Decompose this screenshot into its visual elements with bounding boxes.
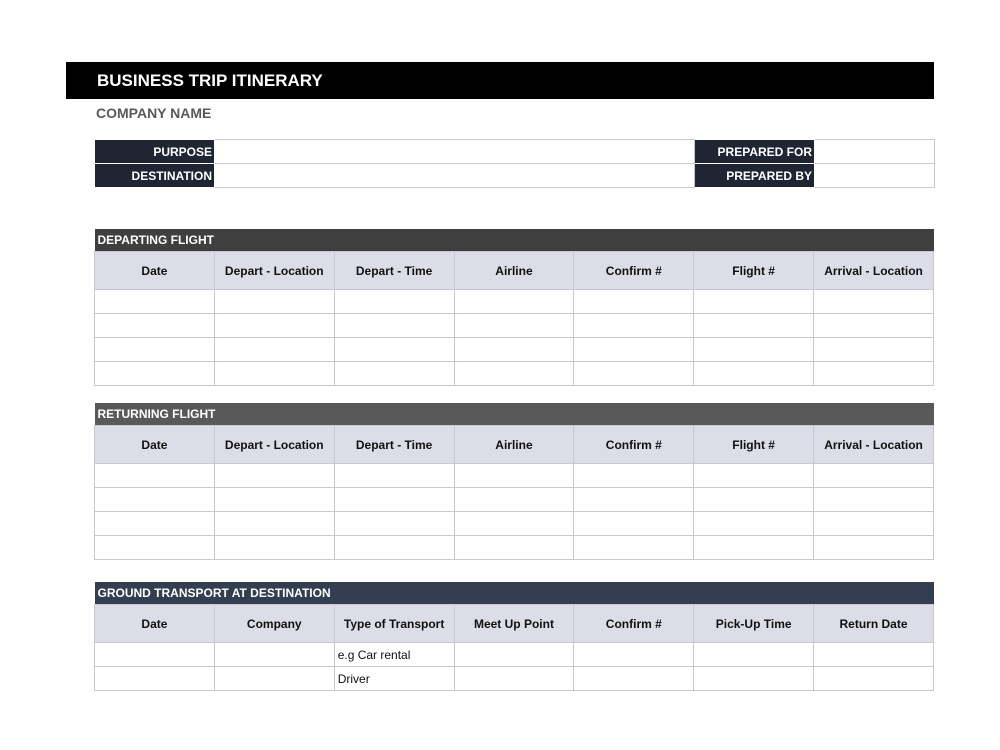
table-cell[interactable] [214,464,334,488]
table-row [95,488,934,512]
document-title: BUSINESS TRIP ITINERARY [66,62,934,99]
table-cell[interactable] [454,314,574,338]
table-cell[interactable] [574,536,694,560]
table-cell[interactable] [814,643,934,667]
table-cell[interactable] [214,290,334,314]
table-cell[interactable] [574,362,694,386]
col-date: Date [95,426,215,464]
table-cell[interactable] [814,338,934,362]
table-cell[interactable] [694,643,814,667]
table-row [95,667,934,691]
section-header [95,229,934,252]
table-cell[interactable] [95,362,215,386]
table-cell[interactable] [454,290,574,314]
table-cell[interactable] [334,512,454,536]
ground-transport-table [94,582,934,691]
departing-flight-title: DEPARTING FLIGHT [95,229,934,252]
table-cell[interactable] [95,464,215,488]
table-cell[interactable] [814,290,934,314]
purpose-field[interactable] [215,140,695,164]
col-confirm: Confirm # [574,605,694,643]
table-cell[interactable] [694,667,814,691]
table-row [95,464,934,488]
table-cell[interactable] [334,290,454,314]
column-header-row [95,605,934,643]
table-cell[interactable] [214,667,334,691]
table-cell[interactable] [454,362,574,386]
col-arrival-location: Arrival - Location [814,426,934,464]
table-row [95,338,934,362]
table-cell[interactable] [95,338,215,362]
table-cell[interactable] [574,512,694,536]
table-cell[interactable] [814,488,934,512]
col-confirm: Confirm # [574,252,694,290]
table-cell[interactable] [454,536,574,560]
section-header [95,582,934,605]
table-row [95,314,934,338]
col-depart-location: Depart - Location [214,252,334,290]
table-cell[interactable] [694,290,814,314]
purpose-label: PURPOSE [95,140,215,164]
table-row [95,362,934,386]
table-cell[interactable] [214,362,334,386]
col-depart-location: Depart - Location [214,426,334,464]
table-row [95,512,934,536]
col-flight: Flight # [694,426,814,464]
table-cell[interactable] [95,512,215,536]
col-confirm: Confirm # [574,426,694,464]
table-cell[interactable] [574,338,694,362]
table-cell[interactable] [574,667,694,691]
table-cell[interactable] [694,338,814,362]
prepared-by-label: PREPARED BY [695,164,815,188]
table-cell[interactable] [694,536,814,560]
col-pick-up-time: Pick-Up Time [694,605,814,643]
table-cell[interactable] [694,464,814,488]
table-cell[interactable] [814,464,934,488]
table-cell[interactable] [334,464,454,488]
departing-flight-table [94,229,934,386]
table-cell[interactable] [814,536,934,560]
table-cell[interactable]: Driver [334,667,454,691]
col-depart-time: Depart - Time [334,426,454,464]
col-arrival-location: Arrival - Location [814,252,934,290]
col-airline: Airline [454,426,574,464]
col-type-of-transport: Type of Transport [334,605,454,643]
table-cell[interactable] [814,362,934,386]
table-cell[interactable] [454,667,574,691]
col-return-date: Return Date [814,605,934,643]
destination-field[interactable] [215,164,695,188]
col-airline: Airline [454,252,574,290]
table-cell[interactable] [694,362,814,386]
table-cell[interactable] [214,536,334,560]
table-cell[interactable] [454,338,574,362]
col-meet-up-point: Meet Up Point [454,605,574,643]
table-cell[interactable] [574,643,694,667]
table-cell[interactable] [574,464,694,488]
table-row [95,536,934,560]
table-cell[interactable] [95,643,215,667]
table-cell[interactable] [95,667,215,691]
col-date: Date [95,252,215,290]
table-cell[interactable] [574,290,694,314]
table-cell[interactable] [814,314,934,338]
table-cell[interactable] [334,362,454,386]
info-row [95,164,935,188]
table-cell[interactable] [454,488,574,512]
destination-label: DESTINATION [95,164,215,188]
table-cell[interactable] [334,536,454,560]
table-cell[interactable] [334,488,454,512]
trip-info-table [94,139,935,188]
table-row [95,643,934,667]
table-cell[interactable] [454,464,574,488]
table-cell[interactable] [334,314,454,338]
table-cell[interactable] [214,512,334,536]
prepared-by-field[interactable] [815,164,935,188]
table-cell[interactable] [214,488,334,512]
table-cell[interactable] [214,338,334,362]
table-cell[interactable] [694,314,814,338]
table-cell[interactable] [334,338,454,362]
table-cell[interactable] [574,314,694,338]
returning-flight-title: RETURNING FLIGHT [95,403,934,426]
table-cell[interactable] [814,667,934,691]
col-date: Date [95,605,215,643]
section-header [95,403,934,426]
table-cell[interactable] [574,488,694,512]
table-cell[interactable] [694,512,814,536]
table-cell[interactable]: e.g Car rental [334,643,454,667]
table-cell[interactable] [454,512,574,536]
table-cell[interactable] [694,488,814,512]
table-cell[interactable] [454,643,574,667]
column-header-row [95,426,934,464]
info-row [95,140,935,164]
table-cell[interactable] [95,536,215,560]
col-flight: Flight # [694,252,814,290]
table-cell[interactable] [95,488,215,512]
prepared-for-field[interactable] [815,140,935,164]
column-header-row [95,252,934,290]
col-company: Company [214,605,334,643]
table-cell[interactable] [814,512,934,536]
table-cell[interactable] [95,290,215,314]
table-cell[interactable] [214,643,334,667]
prepared-for-label: PREPARED FOR [695,140,815,164]
company-name: COMPANY NAME [96,105,212,121]
table-row [95,290,934,314]
table-cell[interactable] [214,314,334,338]
col-depart-time: Depart - Time [334,252,454,290]
returning-flight-table [94,403,934,560]
table-cell[interactable] [95,314,215,338]
ground-transport-title: GROUND TRANSPORT AT DESTINATION [95,582,934,605]
